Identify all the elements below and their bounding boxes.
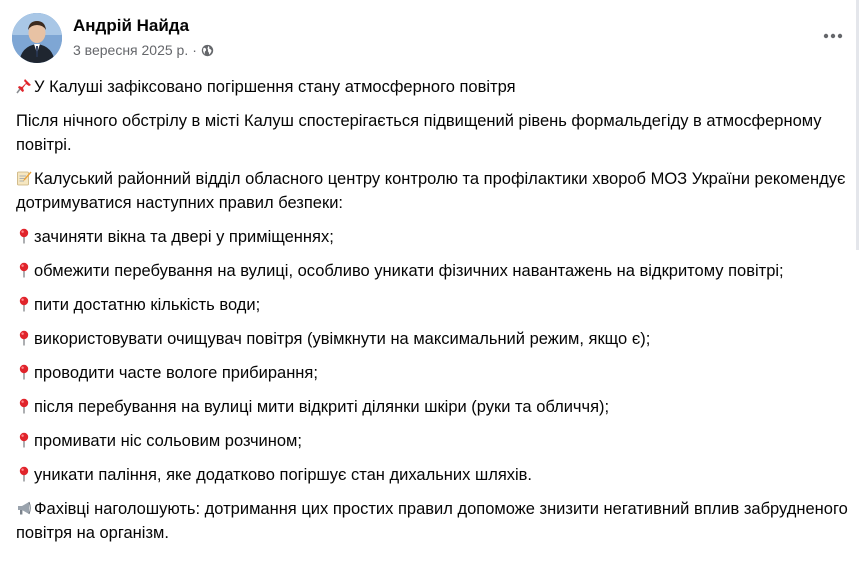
round-pushpin-icon: [16, 397, 32, 413]
post-headline: [16, 75, 848, 99]
list-item: [16, 463, 848, 487]
list-item-text: зачиняти вікна та двері у приміщеннях;: [34, 228, 334, 246]
round-pushpin-icon: [16, 295, 32, 311]
list-item-text: обмежити перебування на вулиці, особливо уникати фізичних навантажень на відкритому повітрі;: [34, 262, 784, 280]
avatar-image: [12, 13, 62, 63]
conclusion-paragraph: [16, 497, 848, 545]
list-item: [16, 429, 848, 453]
avatar[interactable]: [12, 13, 62, 63]
author-name[interactable]: Андрій Найда: [73, 16, 190, 35]
headline-text: У Калуші зафіксовано погіршення стану атмосферного повітря: [34, 78, 516, 96]
more-options-button[interactable]: [819, 22, 847, 50]
round-pushpin-icon: [16, 227, 32, 243]
list-item: [16, 327, 848, 351]
post-body: [16, 75, 848, 555]
pushpin-icon: [16, 77, 32, 93]
round-pushpin-icon: [16, 465, 32, 481]
post-meta: [73, 42, 214, 58]
megaphone-icon: [16, 499, 32, 515]
globe-icon[interactable]: [201, 44, 214, 57]
list-item: [16, 361, 848, 385]
list-item-text: промивати ніс сольовим розчином;: [34, 432, 302, 450]
round-pushpin-icon: [16, 261, 32, 277]
round-pushpin-icon: [16, 431, 32, 447]
list-item: [16, 395, 848, 419]
list-item: [16, 259, 848, 283]
conclusion-text: Фахівці наголошують: дотримання цих простих правил допоможе знизити негативний вплив забрудненого повітря на організм.: [16, 500, 848, 542]
memo-icon: [16, 169, 32, 185]
list-item-text: пити достатню кількість води;: [34, 296, 261, 314]
advice-intro: [16, 167, 848, 215]
list-item-text: уникати паління, яке додатково погіршує стан дихальних шляхів.: [34, 466, 533, 484]
round-pushpin-icon: [16, 363, 32, 379]
more-horizontal-icon: [823, 33, 843, 39]
list-item: [16, 225, 848, 249]
intro-paragraph: Після нічного обстрілу в місті Калуш спостерігається підвищений рівень формальдегіду в атмосферному повітрі.: [16, 112, 822, 154]
advice-intro-text: Калуський районний відділ обласного центру контролю та профілактики хвороб МОЗ України рекомендує дотримуватися наступних правил безпеки:: [16, 170, 846, 212]
list-item-text: проводити часте вологе прибирання;: [34, 364, 318, 382]
post-date[interactable]: 3 вересня 2025 р.: [73, 42, 189, 58]
post-header: [12, 12, 847, 64]
list-item-text: використовувати очищувач повітря (увімкнути на максимальний режим, якщо є);: [34, 330, 651, 348]
list-item: [16, 293, 848, 317]
meta-separator: ·: [192, 42, 197, 58]
round-pushpin-icon: [16, 329, 32, 345]
list-item-text: після перебування на вулиці мити відкриті ділянки шкіри (руки та обличчя);: [34, 398, 610, 416]
